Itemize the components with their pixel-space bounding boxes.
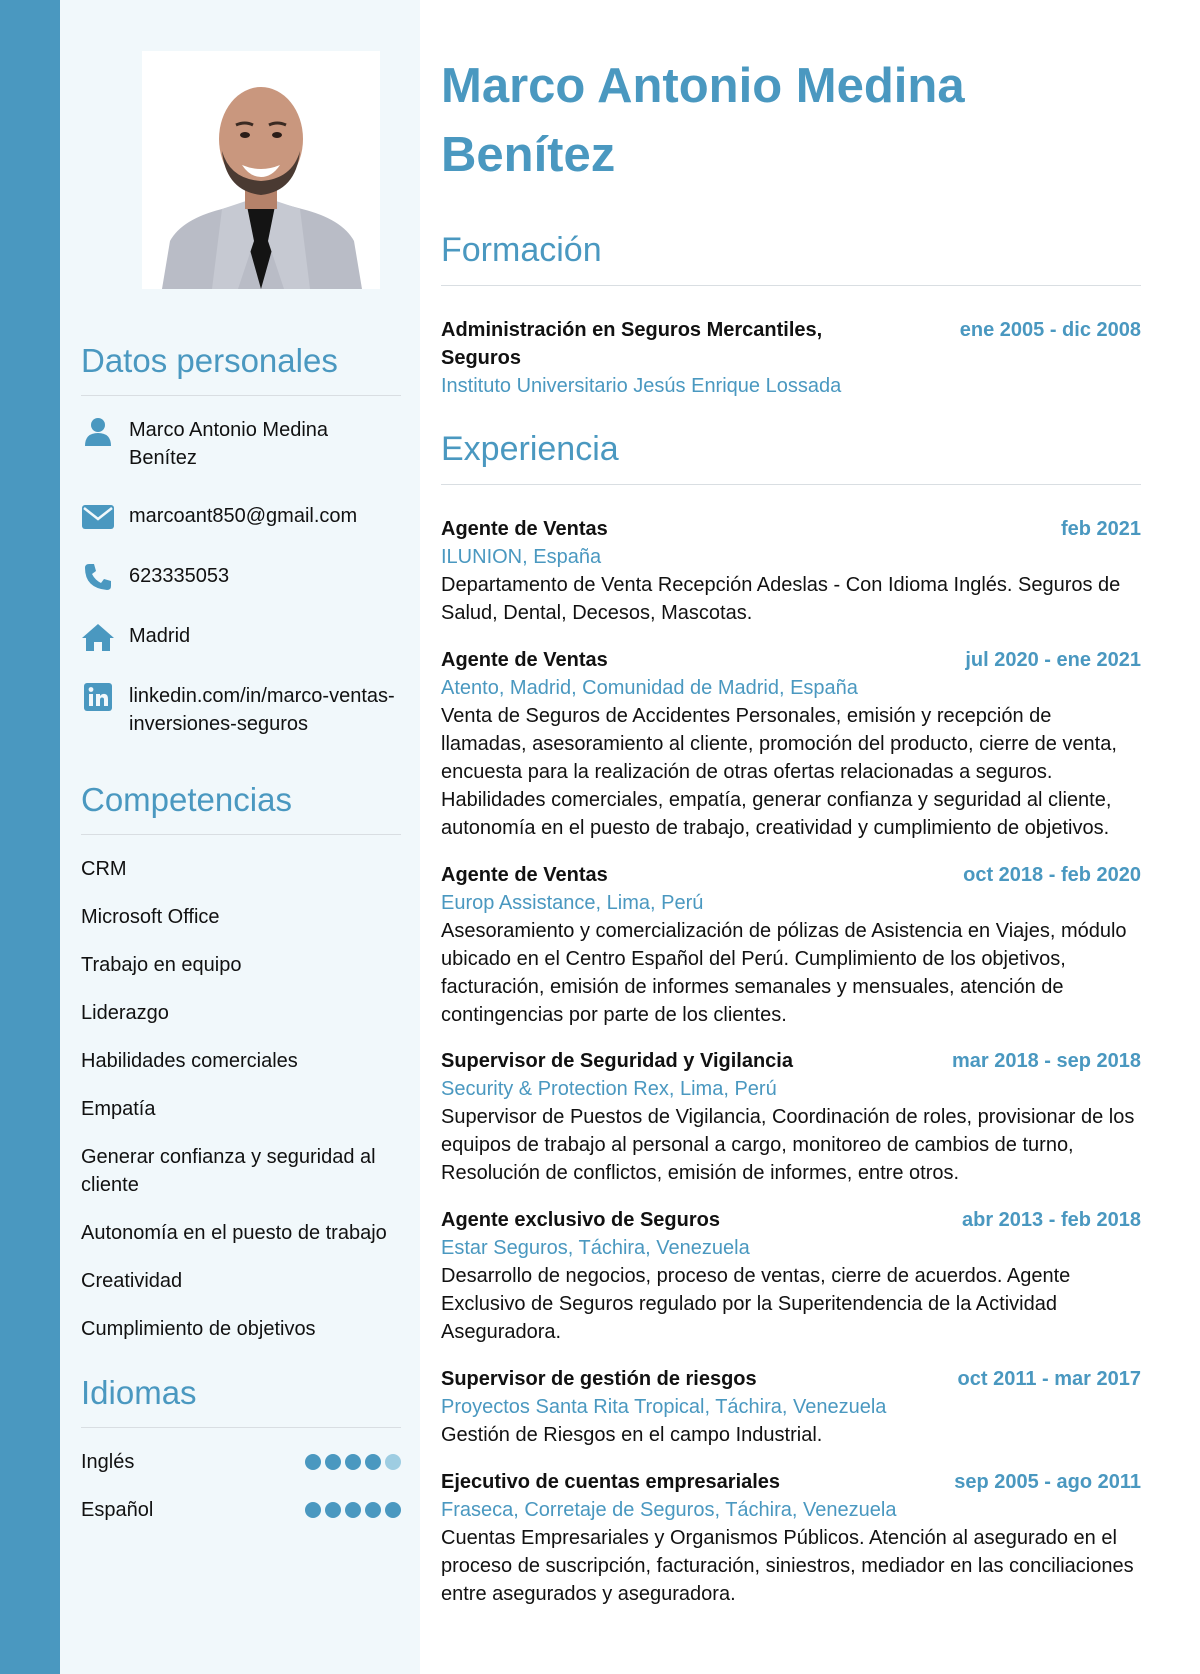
- level-dot-filled: [325, 1502, 341, 1518]
- contact-phone[interactable]: [81, 562, 401, 594]
- entry-date: jul 2020 - ene 2021: [965, 649, 1141, 671]
- experience-entry: [441, 1047, 1141, 1187]
- level-dot-filled: [345, 1454, 361, 1470]
- skill-item: Empatía: [81, 1098, 156, 1120]
- entry-description: Departamento de Venta Recepción Adeslas - Con Idioma Inglés. Seguros de Salud, Dental, Decesos, Mascotas.: [441, 574, 1121, 624]
- contact-phone-text: 623335053: [129, 565, 230, 587]
- level-dot-empty: [385, 1454, 401, 1470]
- level-dot-filled: [345, 1502, 361, 1518]
- entry-organization: Estar Seguros, Táchira, Venezuela: [441, 1237, 750, 1259]
- contact-name: [81, 416, 401, 472]
- skill-item: Trabajo en equipo: [81, 954, 242, 976]
- skill-item: Habilidades comerciales: [81, 1050, 298, 1072]
- left-accent-stripe: [0, 0, 60, 1674]
- contact-location-text: Madrid: [129, 625, 191, 647]
- home-icon: [81, 620, 115, 654]
- entry-title: Ejecutivo de cuentas empresariales: [441, 1471, 781, 1493]
- language-level: [305, 1502, 401, 1518]
- language-row: [81, 1496, 401, 1524]
- entry-title: Agente de Ventas: [441, 518, 608, 540]
- skill-item: Liderazgo: [81, 1002, 169, 1024]
- entry-title: Supervisor de Seguridad y Vigilancia: [441, 1050, 793, 1072]
- experience-entry: [441, 1365, 1141, 1449]
- personal-data-heading: Datos personales: [81, 342, 338, 379]
- entry-organization: Instituto Universitario Jesús Enrique Lossada: [441, 375, 842, 397]
- level-dot-filled: [365, 1454, 381, 1470]
- entry-description: Venta de Seguros de Accidentes Personales, emisión y recepción de llamadas, asesoramiento al cliente, promoción del producto, cierre de venta, encuesta para la realización de otras ofertas relacionadas a seguros. Habilidades comerciales, empatía, generar confianza y seguridad al cliente, autonomía en el puesto de trabajo, creatividad y cumplimiento de objetivos.: [441, 705, 1117, 839]
- language-level: [305, 1454, 401, 1470]
- experience-entry: [441, 1468, 1141, 1608]
- skills-divider: [81, 834, 401, 835]
- education-divider: [441, 285, 1141, 286]
- language-name: Español: [81, 1499, 154, 1521]
- experience-heading: Experiencia: [441, 430, 619, 468]
- skill-item: Microsoft Office: [81, 906, 220, 928]
- user-icon: [81, 414, 115, 448]
- level-dot-filled: [365, 1502, 381, 1518]
- skill-item: Cumplimiento de objetivos: [81, 1318, 316, 1340]
- envelope-icon: [81, 500, 115, 534]
- entry-date: ene 2005 - dic 2008: [959, 319, 1141, 341]
- contact-name-text: Marco Antonio Medina Benítez: [129, 419, 329, 469]
- skills-heading: Competencias: [81, 781, 292, 818]
- level-dot-filled: [305, 1454, 321, 1470]
- level-dot-filled: [385, 1502, 401, 1518]
- entry-date: mar 2018 - sep 2018: [951, 1050, 1141, 1072]
- entry-description: Cuentas Empresariales y Organismos Públicos. Atención al asegurado en el proceso de suscripción, facturación, siniestros, mediador en las conciliaciones entre asegurados y aseguradora.: [441, 1527, 1134, 1605]
- contact-email-text: marcoant850@gmail.com: [129, 505, 358, 527]
- entry-organization: Security & Protection Rex, Lima, Perú: [441, 1078, 777, 1100]
- level-dot-filled: [325, 1454, 341, 1470]
- contact-email[interactable]: [81, 502, 401, 534]
- language-name: Inglés: [81, 1451, 135, 1473]
- entry-title: Supervisor de gestión de riesgos: [441, 1368, 757, 1390]
- entry-organization: Proyectos Santa Rita Tropical, Táchira, Venezuela: [441, 1396, 887, 1418]
- languages-divider: [81, 1427, 401, 1428]
- experience-entry: [441, 515, 1141, 627]
- entry-title: Agente de Ventas: [441, 864, 608, 886]
- education-heading: Formación: [441, 231, 602, 269]
- entry-date: oct 2018 - feb 2020: [963, 864, 1141, 886]
- experience-entry: [441, 861, 1141, 1029]
- entry-organization: ILUNION, España: [441, 546, 602, 568]
- experience-divider: [441, 484, 1141, 485]
- education-entry: [441, 316, 1141, 400]
- contact-linkedin[interactable]: [81, 682, 401, 738]
- experience-entry: [441, 1206, 1141, 1346]
- entry-title: Administración en Seguros Mercantiles, Seguros: [441, 319, 823, 369]
- personal-data-divider: [81, 395, 401, 396]
- linkedin-icon: [81, 680, 115, 714]
- entry-description: Desarrollo de negocios, proceso de ventas, cierre de acuerdos. Agente Exclusivo de Seguros regulado por la Superitendencia de la Actividad Aseguradora.: [441, 1265, 1071, 1343]
- language-row: [81, 1448, 401, 1476]
- entry-date: abr 2013 - feb 2018: [962, 1209, 1141, 1231]
- level-dot-filled: [305, 1502, 321, 1518]
- contact-linkedin-text: linkedin.com/in/marco-ventas-inversiones-seguros: [129, 685, 395, 735]
- phone-icon: [81, 560, 115, 594]
- languages-heading: Idiomas: [81, 1374, 197, 1411]
- sidebar: [60, 0, 420, 1674]
- entry-description: Gestión de Riesgos en el campo Industrial.: [441, 1424, 823, 1446]
- entry-date: oct 2011 - mar 2017: [957, 1368, 1141, 1390]
- entry-title: Agente exclusivo de Seguros: [441, 1209, 720, 1231]
- entry-organization: Atento, Madrid, Comunidad de Madrid, España: [441, 677, 858, 699]
- entry-date: feb 2021: [1060, 518, 1141, 540]
- contact-location: [81, 622, 401, 654]
- entry-description: Asesoramiento y comercialización de pólizas de Asistencia en Viajes, módulo ubicado en el Centro Español del Perú. Cumplimiento de los objetivos, facturación, emisión de informes semanales y mensuales, atención de contingencias por parte de los clientes.: [441, 920, 1127, 1026]
- skill-item: Generar confianza y seguridad al cliente: [81, 1146, 376, 1196]
- entry-organization: Europ Assistance, Lima, Perú: [441, 892, 704, 914]
- entry-date: sep 2005 - ago 2011: [954, 1471, 1141, 1493]
- skill-item: Autonomía en el puesto de trabajo: [81, 1222, 387, 1244]
- profile-photo: [142, 51, 380, 289]
- skill-item: CRM: [81, 858, 127, 880]
- skill-item: Creatividad: [81, 1270, 183, 1292]
- candidate-name: Marco Antonio Medina Benítez: [441, 59, 965, 182]
- entry-title: Agente de Ventas: [441, 649, 608, 671]
- experience-entry: [441, 646, 1141, 842]
- entry-organization: Fraseca, Corretaje de Seguros, Táchira, Venezuela: [441, 1499, 897, 1521]
- entry-description: Supervisor de Puestos de Vigilancia, Coordinación de roles, provisionar de los equipos de trabajo al personal a cargo, monitoreo de cambios de turno, Resolución de conflictos, emisión de informes, entre otros.: [441, 1106, 1135, 1184]
- profile-photo-portrait: [142, 51, 380, 289]
